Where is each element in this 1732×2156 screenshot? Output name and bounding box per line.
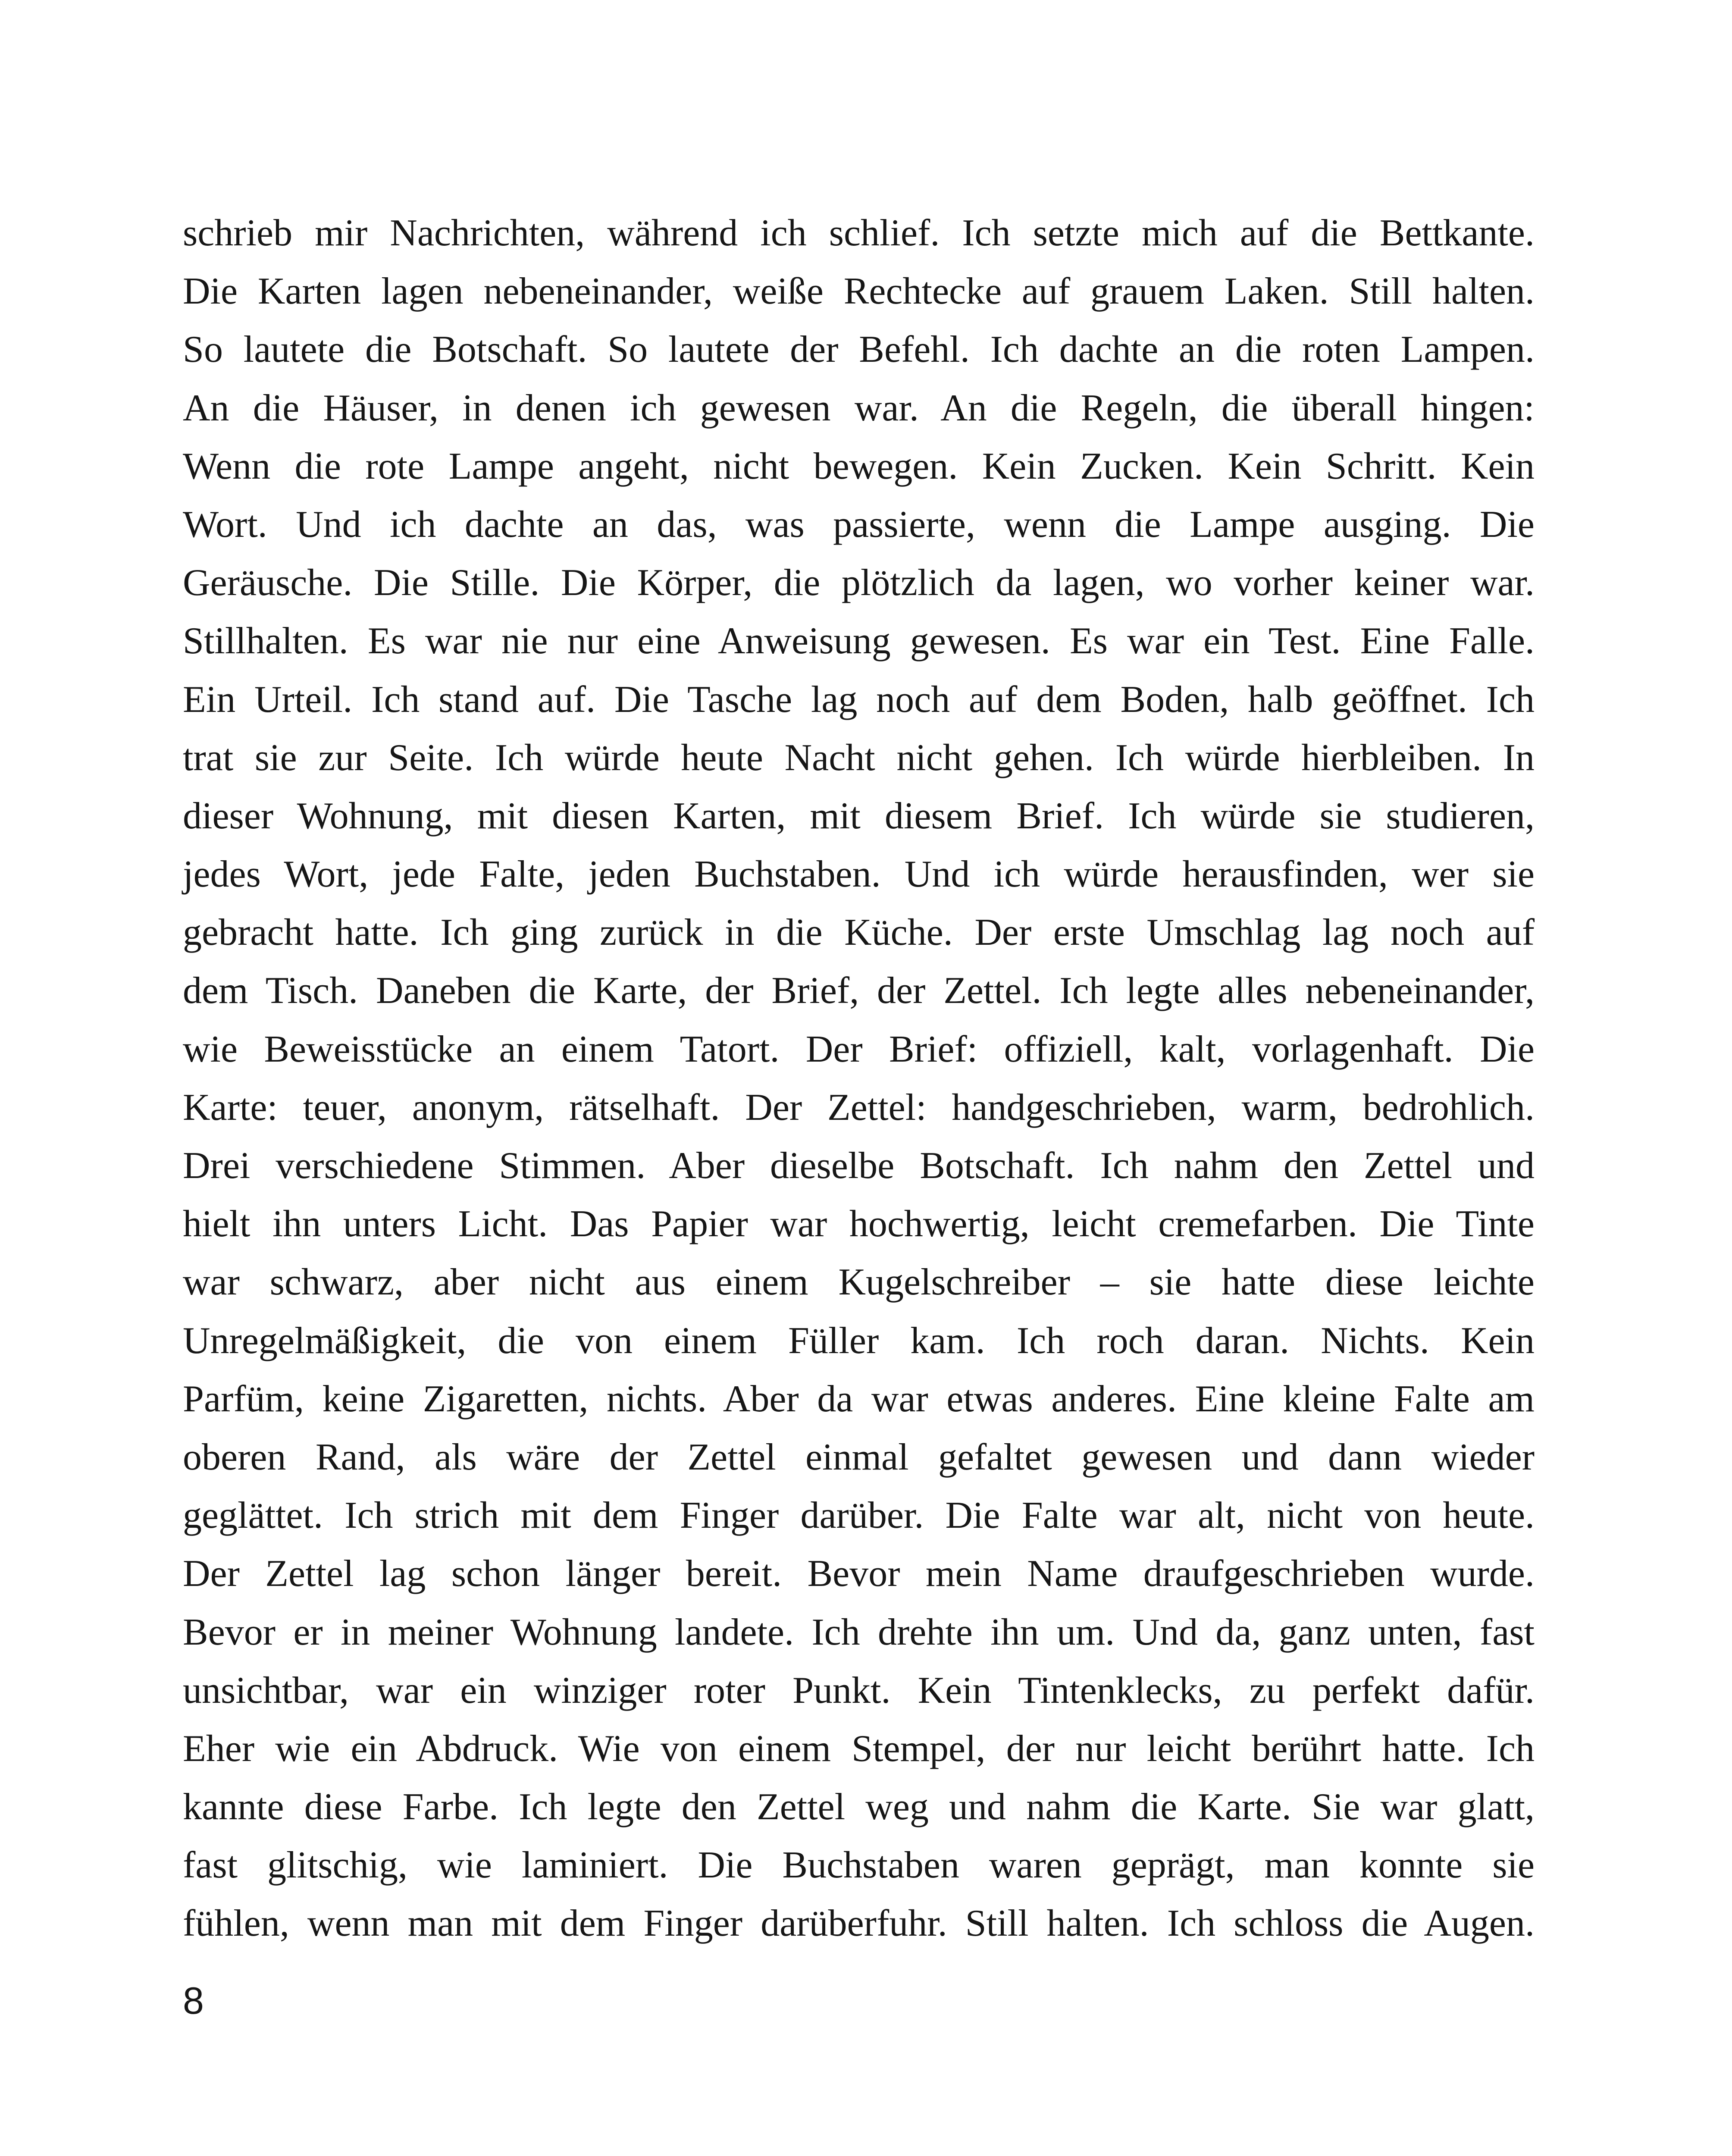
text-line: Bevor er in meiner Wohnung landete. Ich drehte ihn um. Und da, ganz unten, fast [183, 1611, 1535, 1653]
text-line: dieser Wohnung, mit diesen Karten, mit diesem Brief. Ich würde sie studieren, [183, 795, 1535, 837]
text-line: hielt ihn unters Licht. Das Papier war hochwertig, leicht cremefarben. Die Tinte [183, 1203, 1535, 1245]
text-line: Der Zettel lag schon länger bereit. Bevor mein Name draufgeschrieben wurde. [183, 1553, 1535, 1595]
page-number: 8 [183, 1979, 204, 2022]
text-line: Eher wie ein Abdruck. Wie von einem Stempel, der nur leicht berührt hatte. Ich [183, 1727, 1535, 1770]
text-line: Drei verschiedene Stimmen. Aber dieselbe Botschaft. Ich nahm den Zettel und [183, 1145, 1535, 1187]
text-line: Wenn die rote Lampe angeht, nicht bewegen. Kein Zucken. Kein Schritt. Kein [183, 445, 1535, 487]
text-line: Ein Urteil. Ich stand auf. Die Tasche lag noch auf dem Boden, halb geöffnet. Ich [183, 678, 1535, 721]
text-line: fast glitschig, wie laminiert. Die Buchstaben waren geprägt, man konnte sie [183, 1844, 1535, 1887]
text-line: Parfüm, keine Zigaretten, nichts. Aber da war etwas anderes. Eine kleine Falte am [183, 1378, 1535, 1420]
text-line: fühlen, wenn man mit dem Finger darüberfuhr. Still halten. Ich schloss die Augen. [183, 1902, 1535, 1945]
text-line: Die Karten lagen nebeneinander, weiße Rechtecke auf grauem Laken. Still halten. [183, 270, 1535, 313]
text-line: dem Tisch. Daneben die Karte, der Brief, der Zettel. Ich legte alles nebeneinander, [183, 970, 1535, 1012]
text-line: war schwarz, aber nicht aus einem Kugelschreiber – sie hatte diese leichte [183, 1261, 1535, 1304]
text-line: trat sie zur Seite. Ich würde heute Nacht nicht gehen. Ich würde hierbleiben. In [183, 736, 1535, 779]
text-line: Wort. Und ich dachte an das, was passierte, wenn die Lampe ausging. Die [183, 503, 1535, 545]
text-line: Unregelmäßigkeit, die von einem Füller kam. Ich roch daran. Nichts. Kein [183, 1319, 1535, 1362]
text-line: Karte: teuer, anonym, rätselhaft. Der Zettel: handgeschrieben, warm, bedrohlich. [183, 1086, 1535, 1128]
text-line: wie Beweisstücke an einem Tatort. Der Brief: offiziell, kalt, vorlagenhaft. Die [183, 1028, 1535, 1070]
text-line: oberen Rand, als wäre der Zettel einmal gefaltet gewesen und dann wieder [183, 1436, 1535, 1478]
text-line: An die Häuser, in denen ich gewesen war. An die Regeln, die überall hingen: [183, 387, 1535, 429]
body-text [183, 204, 1535, 1953]
text-line: Stillhalten. Es war nie nur eine Anweisung gewesen. Es war ein Test. Eine Falle. [183, 620, 1535, 662]
text-line: unsichtbar, war ein winziger roter Punkt. Kein Tintenklecks, zu perfekt dafür. [183, 1669, 1535, 1711]
text-line: schrieb mir Nachrichten, während ich schlief. Ich setzte mich auf die Bettkante. [183, 212, 1535, 254]
text-line: kannte diese Farbe. Ich legte den Zettel weg und nahm die Karte. Sie war glatt, [183, 1786, 1535, 1828]
text-line: Geräusche. Die Stille. Die Körper, die plötzlich da lagen, wo vorher keiner war. [183, 562, 1535, 604]
text-line: geglättet. Ich strich mit dem Finger darüber. Die Falte war alt, nicht von heute. [183, 1495, 1535, 1537]
text-line: jedes Wort, jede Falte, jeden Buchstaben. Und ich würde herausfinden, wer sie [183, 853, 1535, 896]
text-line: gebracht hatte. Ich ging zurück in die Küche. Der erste Umschlag lag noch auf [183, 912, 1535, 954]
text-line: So lautete die Botschaft. So lautete der Befehl. Ich dachte an die roten Lampen. [183, 329, 1535, 371]
